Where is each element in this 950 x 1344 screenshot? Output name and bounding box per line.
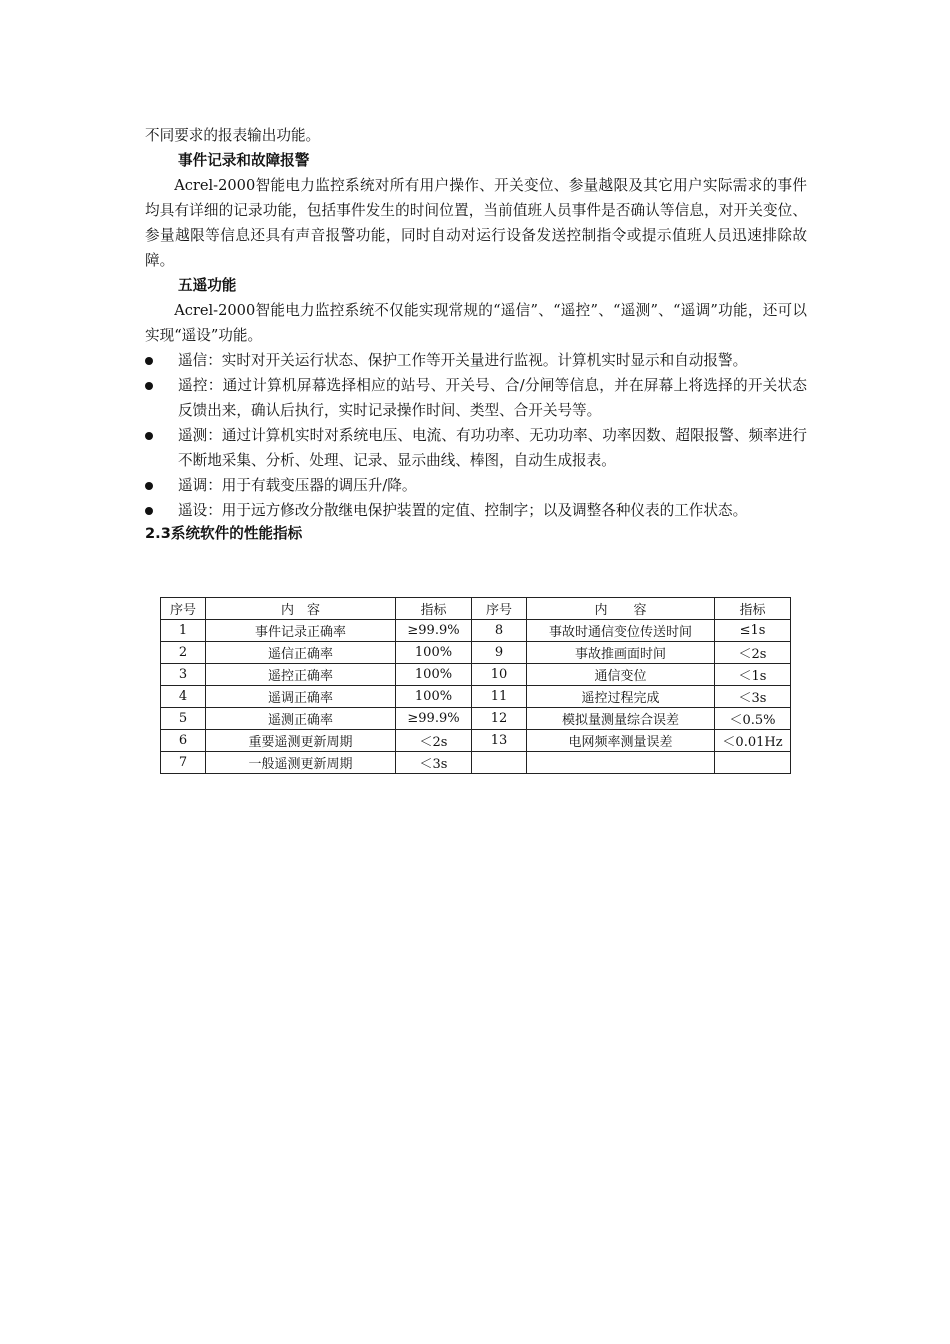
bullet-list xyxy=(145,348,807,523)
cell-index: 13 xyxy=(472,730,527,752)
cell-content: 遥测正确率 xyxy=(206,708,396,730)
cell-metric: ≥99.9% xyxy=(396,620,472,642)
cell-metric: ＜2s xyxy=(715,642,791,664)
table-header-row xyxy=(161,598,791,620)
header-metric: 指标 xyxy=(396,598,472,620)
list-item: 遥控：通过计算机屏幕选择相应的站号、开关号、合/分闸等信息，并在屏幕上将选择的开关状态反馈出来，确认后执行，实时记录操作时间、类型、合开关号等。 xyxy=(145,373,807,423)
cell-index: 11 xyxy=(472,686,527,708)
cell-content: 模拟量测量综合误差 xyxy=(527,708,715,730)
cell-index xyxy=(472,752,527,774)
list-item: 遥测：通过计算机实时对系统电压、电流、有功功率、无功功率、功率因数、超限报警、频率进行不断地采集、分析、处理、记录、显示曲线、棒图，自动生成报表。 xyxy=(145,423,807,473)
cell-index: 2 xyxy=(161,642,206,664)
cell-index: 8 xyxy=(472,620,527,642)
cell-content: 遥信正确率 xyxy=(206,642,396,664)
cell-metric: ＜2s xyxy=(396,730,472,752)
bullet-dot-icon xyxy=(145,432,153,440)
bullet-dot-icon xyxy=(145,482,153,490)
cell-metric: ＜3s xyxy=(715,686,791,708)
bullet-dot-icon xyxy=(145,507,153,515)
cell-content: 事故推画面时间 xyxy=(527,642,715,664)
paragraph-report-output: 不同要求的报表输出功能。 xyxy=(145,127,321,144)
table-row xyxy=(161,686,791,708)
cell-content: 通信变位 xyxy=(527,664,715,686)
cell-index: 5 xyxy=(161,708,206,730)
cell-index: 4 xyxy=(161,686,206,708)
cell-content: 遥控正确率 xyxy=(206,664,396,686)
cell-index: 7 xyxy=(161,752,206,774)
cell-metric xyxy=(715,752,791,774)
cell-content xyxy=(527,752,715,774)
cell-index: 9 xyxy=(472,642,527,664)
bullet-dot-icon xyxy=(145,357,153,365)
cell-metric: ≥99.9% xyxy=(396,708,472,730)
cell-metric: 100% xyxy=(396,642,472,664)
cell-metric: ＜3s xyxy=(396,752,472,774)
cell-content: 遥调正确率 xyxy=(206,686,396,708)
header-index: 序号 xyxy=(161,598,206,620)
cell-metric: ＜0.5% xyxy=(715,708,791,730)
cell-metric: ＜1s xyxy=(715,664,791,686)
cell-metric: ≤1s xyxy=(715,620,791,642)
header-content: 内 容 xyxy=(527,598,715,620)
table-row xyxy=(161,752,791,774)
cell-content: 遥控过程完成 xyxy=(527,686,715,708)
cell-metric: 100% xyxy=(396,664,472,686)
header-content: 内 容 xyxy=(206,598,396,620)
cell-metric: ＜0.01Hz xyxy=(715,730,791,752)
header-index: 序号 xyxy=(472,598,527,620)
cell-content: 电网频率测量误差 xyxy=(527,730,715,752)
list-item: 遥信：实时对开关运行状态、保护工作等开关量进行监视。计算机实时显示和自动报警。 xyxy=(145,348,807,373)
table-row xyxy=(161,642,791,664)
list-item: 遥设：用于远方修改分散继电保护装置的定值、控制字；以及调整各种仪表的工作状态。 xyxy=(145,498,807,523)
header-metric: 指标 xyxy=(715,598,791,620)
cell-index: 10 xyxy=(472,664,527,686)
cell-metric: 100% xyxy=(396,686,472,708)
section-title: 2.3系统软件的性能指标 xyxy=(145,525,303,542)
paragraph-event-record: Acrel-2000智能电力监控系统对所有用户操作、开关变位、参量越限及其它用户实际需求的事件均具有详细的记录功能，包括事件发生的时间位置，当前值班人员事件是否确认等信息，对开关变位、参量越限等信息还具有声音报警功能，同时自动对运行设备发送控制指令或提示值班人员迅速排除故障。 xyxy=(145,177,807,269)
table-row xyxy=(161,730,791,752)
cell-content: 事故时通信变位传送时间 xyxy=(527,620,715,642)
cell-index: 1 xyxy=(161,620,206,642)
cell-index: 6 xyxy=(161,730,206,752)
paragraph-five-remote: Acrel-2000智能电力监控系统不仅能实现常规的“遥信”、“遥控”、“遥测”、“遥调”功能，还可以实现“遥设”功能。 xyxy=(145,302,807,344)
cell-content: 事件记录正确率 xyxy=(206,620,396,642)
performance-table xyxy=(160,597,791,774)
cell-content: 一般遥测更新周期 xyxy=(206,752,396,774)
table-row xyxy=(161,708,791,730)
cell-index: 12 xyxy=(472,708,527,730)
table-row xyxy=(161,620,791,642)
table-row xyxy=(161,664,791,686)
bullet-dot-icon xyxy=(145,382,153,390)
heading-five-remote: 五遥功能 xyxy=(178,277,237,294)
heading-event-record: 事件记录和故障报警 xyxy=(178,152,310,169)
cell-index: 3 xyxy=(161,664,206,686)
list-item: 遥调：用于有载变压器的调压升/降。 xyxy=(145,473,807,498)
document-body xyxy=(145,123,807,545)
cell-content: 重要遥测更新周期 xyxy=(206,730,396,752)
